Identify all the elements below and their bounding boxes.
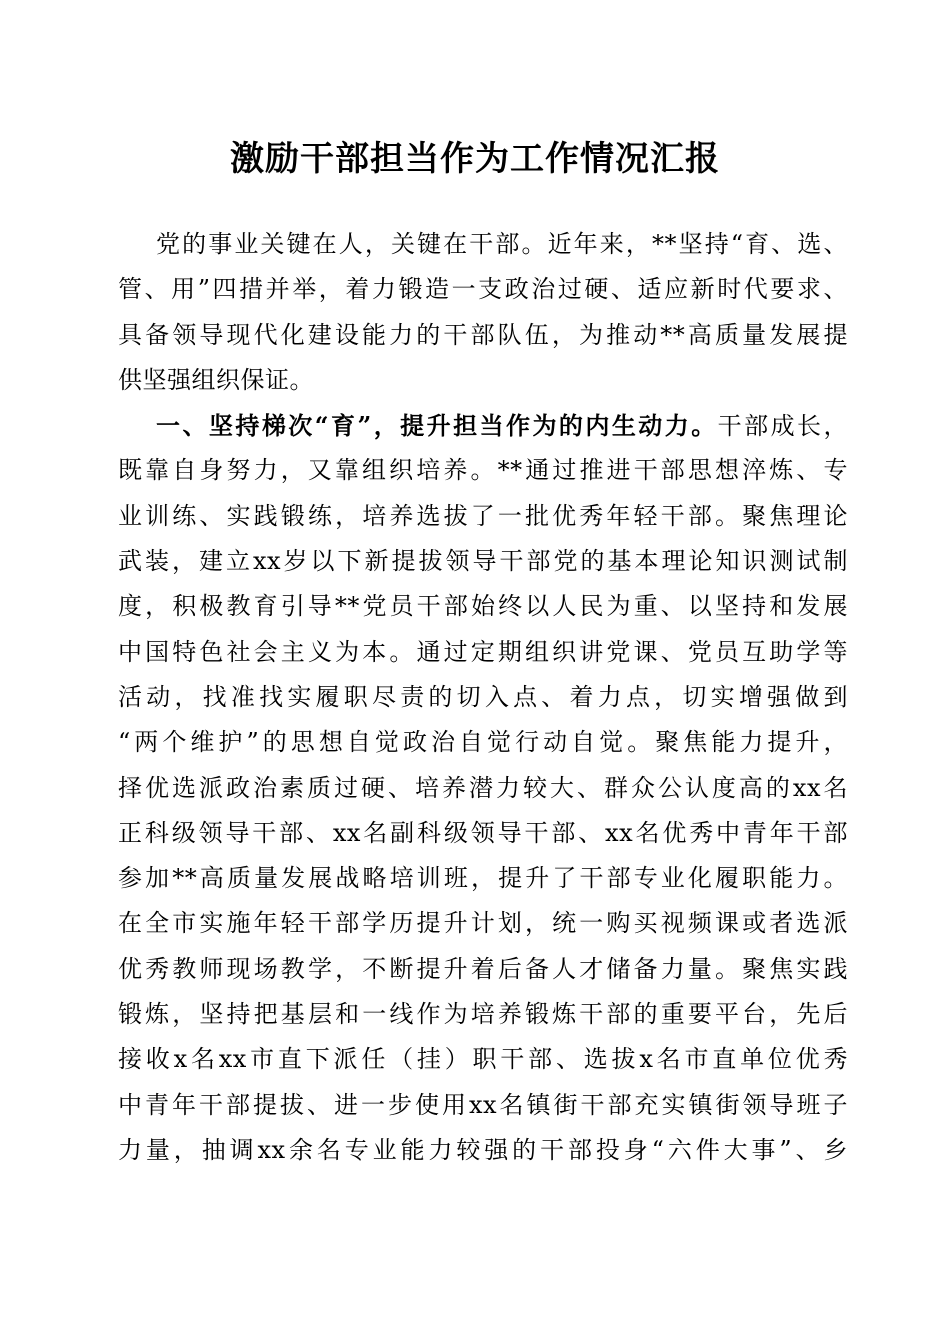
paragraph-line: 活动，找准找实履职尽责的切入点、着力点，切实增强做到 xyxy=(118,682,848,711)
paragraph-line: 锻炼，坚持把基层和一线作为培养锻炼干部的重要平台，先后 xyxy=(118,1000,848,1029)
paragraph-line: 接收x名xx市直下派任（挂）职干部、选拔x名市直单位优秀 xyxy=(118,1045,848,1074)
paragraph-line: 在全市实施年轻干部学历提升计划，统一购买视频课或者选派 xyxy=(118,909,848,938)
document-body xyxy=(118,222,848,1173)
paragraph-line: 业训练、实践锻练，培养选拔了一批优秀年轻干部。聚焦理论 xyxy=(118,501,848,530)
paragraph-line: 中青年干部提拔、进一步使用xx名镇街干部充实镇街领导班子 xyxy=(118,1090,848,1119)
section-1-first-line xyxy=(118,403,848,448)
section-1-heading: 一、坚持梯次“育”，提升担当作为的内生动力。 xyxy=(156,411,718,441)
paragraph-line: 优秀教师现场教学，不断提升着后备人才储备力量。聚焦实践 xyxy=(118,954,848,983)
document-title: 激励干部担当作为工作情况汇报 xyxy=(230,139,720,179)
paragraph-line: 度，积极教育引导**党员干部始终以人民为重、以坚持和发展 xyxy=(118,592,848,621)
paragraph-line: 择优选派政治素质过硬、培养潜力较大、群众公认度高的xx名 xyxy=(118,773,848,802)
section-1-first-line-rest: 干部成长， xyxy=(717,412,849,441)
paragraph-line: 既靠自身努力，又靠组织培养。**通过推进干部思想淬炼、专 xyxy=(118,456,848,485)
paragraph-line: 党的事业关键在人，关键在干部。近年来，**坚持“育、选、 xyxy=(156,230,848,258)
paragraph-line: 正科级领导干部、xx名副科级领导干部、xx名优秀中青年干部 xyxy=(118,818,848,847)
paragraph-line: 具备领导现代化建设能力的干部队伍，为推动**高质量发展提 xyxy=(118,320,848,349)
paragraph-line: 武装，建立xx岁以下新提拔领导干部党的基本理论知识测试制 xyxy=(118,547,848,576)
paragraph-line: “两个维护”的思想自觉政治自觉行动自觉。聚焦能力提升， xyxy=(118,728,848,757)
paragraph-line: 参加**高质量发展战略培训班，提升了干部专业化履职能力。 xyxy=(118,864,848,893)
intro-paragraph xyxy=(118,222,848,403)
paragraph-line: 中国特色社会主义为本。通过定期组织讲党课、党员互助学等 xyxy=(118,637,848,666)
paragraph-line: 力量，抽调xx余名专业能力较强的干部投身“六件大事”、乡 xyxy=(118,1135,848,1164)
paragraph-line: 管、用”四措并举，着力锻造一支政治过硬、适应新时代要求、 xyxy=(118,275,848,304)
section-1-paragraph xyxy=(118,403,848,1173)
paragraph-line: 供坚强组织保证。 xyxy=(118,365,314,394)
